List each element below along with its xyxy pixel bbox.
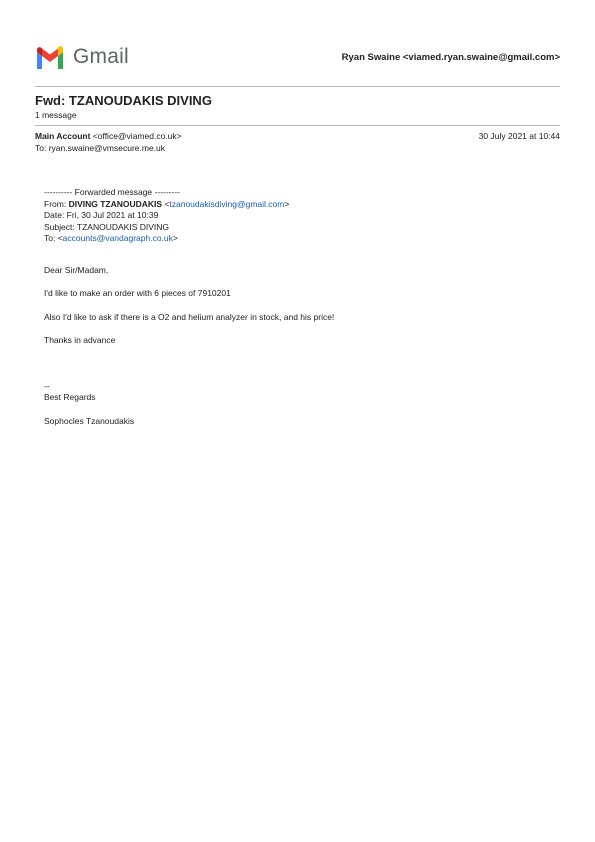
message-sender: [35, 131, 182, 141]
forwarded-from: [44, 199, 544, 211]
account-header: Ryan Swaine <viamed.ryan.swaine@gmail.com>: [341, 52, 560, 63]
thread-subject: Fwd: TZANOUDAKIS DIVING: [35, 93, 212, 108]
body-line-thanks: Thanks in advance: [44, 335, 116, 345]
signature-separator: --: [44, 380, 50, 391]
forwarded-to-bracket-close: >: [172, 233, 178, 243]
forwarded-marker: ---------- Forwarded message ---------: [44, 187, 180, 197]
gmail-wordmark: Gmail: [73, 45, 129, 68]
gmail-logo: [35, 45, 129, 69]
subject-divider: [35, 125, 560, 126]
signature-name: Sophocles Tzanoudakis: [44, 415, 135, 426]
message-recipient: To: ryan.swaine@vmsecure.me.uk: [35, 143, 166, 153]
message-body: [44, 187, 544, 427]
greeting: Dear Sir/Madam,: [44, 264, 109, 275]
message-date: 30 July 2021 at 10:44: [478, 131, 560, 141]
forwarded-from-email-link[interactable]: tzanoudakisdiving@gmail.com: [169, 198, 285, 209]
forwarded-from-bracket-open: <: [162, 198, 170, 209]
forwarded-from-name: DIVING TZANOUDAKIS: [68, 198, 163, 209]
forwarded-to-email-link[interactable]: accounts@vandagraph.co.uk: [62, 233, 173, 243]
gmail-m-icon: [35, 46, 65, 69]
forwarded-to: [44, 233, 544, 245]
forwarded-date: Date: Fri, 30 Jul 2021 at 10:39: [44, 210, 159, 220]
forwarded-from-label: From:: [44, 198, 69, 209]
signature-regards: Best Regards: [44, 392, 96, 402]
forwarded-from-bracket-close: >: [284, 198, 290, 209]
sender-name: Main Account: [35, 131, 91, 141]
body-line-order: I'd like to make an order with 6 pieces of 7910201: [44, 288, 231, 298]
header-divider: [35, 86, 560, 87]
forwarded-to-label: To: <: [44, 233, 63, 243]
sender-email: <office@viamed.co.uk>: [92, 131, 182, 141]
message-count: 1 message: [35, 110, 77, 120]
body-line-analyzer: Also I'd like to ask if there is a O2 and helium analyzer in stock, and his price!: [44, 311, 335, 322]
forwarded-subject: Subject: TZANOUDAKIS DIVING: [44, 221, 170, 232]
